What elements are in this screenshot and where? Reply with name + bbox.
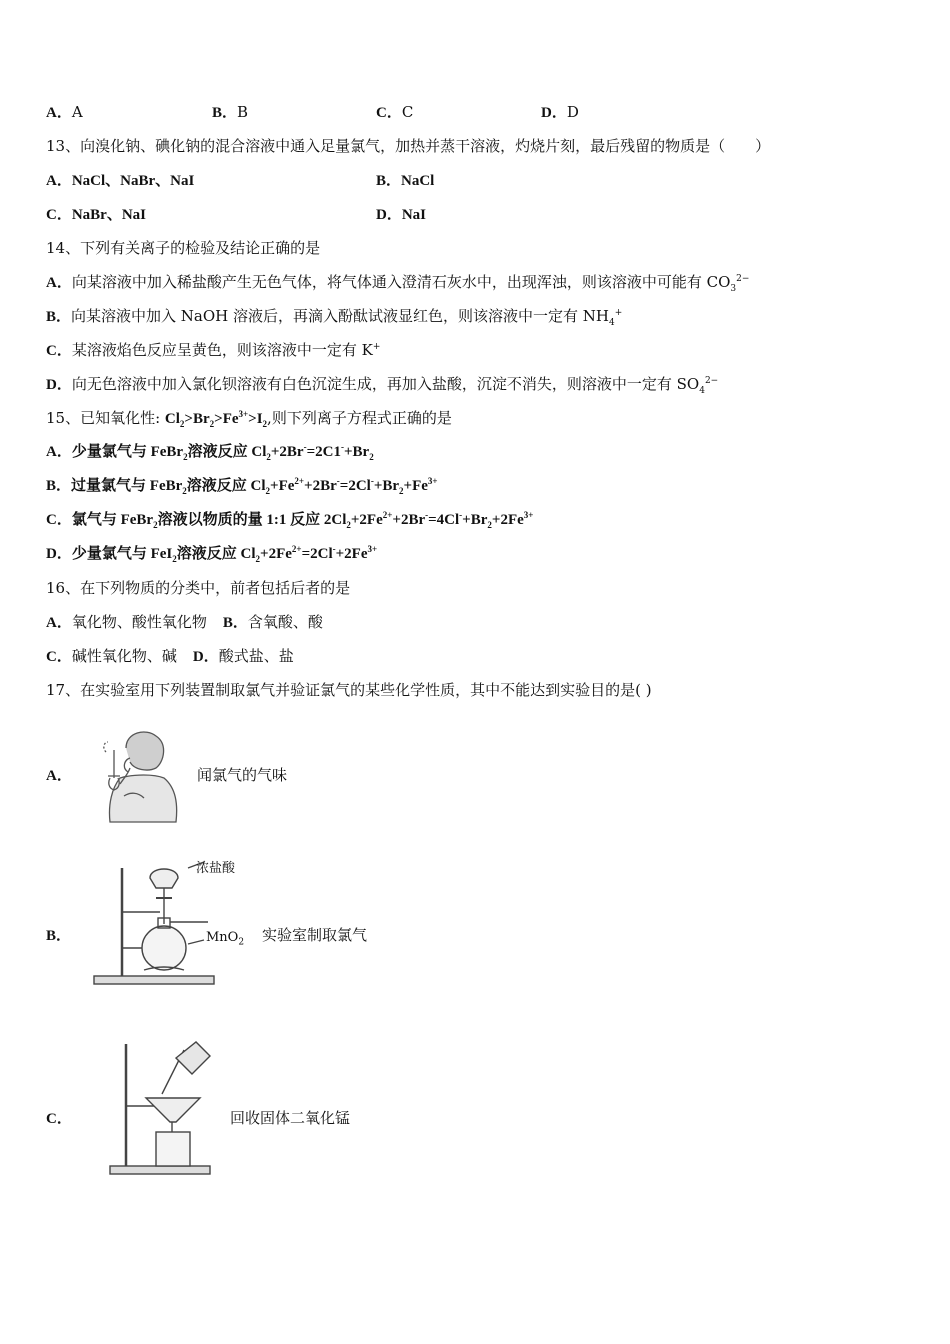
- q16-stem: 16、在下列物质的分类中，前者包括后者的是: [46, 579, 351, 597]
- q12-option-d: D．D: [541, 103, 579, 121]
- q12-option-c: C．C: [376, 103, 414, 121]
- q13-option-a: A．NaCl、NaBr、NaI: [46, 173, 195, 189]
- q14-stem: 14、下列有关离子的检验及结论正确的是: [46, 239, 321, 257]
- q16-options-row-1: A．氧化物、酸性氧化物 B．含氧酸、酸: [46, 613, 323, 631]
- q12-option-a: A．A: [46, 103, 83, 121]
- q17-option-b-label: B．: [46, 928, 72, 944]
- q13-option-d: D．NaI: [376, 207, 427, 223]
- q17-option-c-caption: 回收固体二氧化锰: [230, 1109, 351, 1127]
- q15-option-d: D．少量氯气与 FeI$_2$溶液反应 $Cl_2+2Fe^{2+}=2Cl^-+2Fe^{3+}$: [46, 544, 378, 564]
- q14-option-d: D．向无色溶液中加入氯化钡溶液有白色沉淀生成，再加入盐酸，沉淀不消失，则溶液中一定有 $SO_4^{2-}$: [46, 375, 719, 396]
- q17-option-a-label: A．: [46, 768, 72, 784]
- mno2-label: MnO$_2$: [206, 930, 245, 948]
- q13-option-b: B．NaCl: [376, 173, 435, 189]
- q15-option-a: A．少量氯气与 FeBr$_2$溶液反应 $Cl_2+2Br^-=2C1^-+Br_2$: [46, 442, 374, 462]
- smelling-gas-figure: [84, 718, 196, 830]
- q15-stem: 15、已知氧化性: $Cl_2>Br_2>Fe^{3+}>I_2$,则下列离子方程式正确的是: [46, 409, 452, 429]
- q14-option-a: A．向某溶液中加入稀盐酸产生无色气体，将气体通入澄清石灰水中，出现浑浊，则该溶液中可能有 $CO_3^{2-}$: [46, 273, 750, 294]
- q17-stem: 17、在实验室用下列装置制取氯气并验证氯气的某些化学性质，其中不能达到实验目的是( ): [46, 681, 652, 699]
- q17-option-a-caption: 闻氯气的气味: [197, 766, 288, 784]
- q15-option-c: C．氯气与 FeBr$_2$溶液以物质的量 1:1 反应 $2Cl_2+2Fe^{2+}+2Br^-=4Cl^-+Br_2+2Fe^{3+}$: [46, 510, 534, 530]
- q13-stem: 13、向溴化钠、碘化钠的混合溶液中通入足量氯气，加热并蒸干溶液，灼烧片刻，最后残留的物质是（ ）: [46, 137, 771, 155]
- q14-option-c: C．某溶液焰色反应呈黄色，则该溶液中一定有 K+: [46, 341, 381, 359]
- q16-options-row-2: C．碱性氧化物、碱 D．酸式盐、盐: [46, 647, 294, 665]
- q15-option-b: B．过量氯气与 FeBr$_2$溶液反应 $Cl_2+Fe^{2+}+2Br^-=2Cl^-+Br_2+Fe^{3+}$: [46, 476, 438, 496]
- q14-option-b: B．向某溶液中加入 NaOH 溶液后，再滴入酚酞试液显红色，则该溶液中一定有 $NH_4^+$: [46, 307, 623, 328]
- q17-option-b-caption: 实验室制取氯气: [262, 926, 368, 944]
- filtration-figure: [76, 1034, 222, 1186]
- q17-option-c-label: C．: [46, 1111, 72, 1127]
- q12-option-b: B．B: [212, 103, 249, 121]
- conc-hcl-label: 浓盐酸: [196, 861, 236, 876]
- q13-option-c: C．NaBr、NaI: [46, 207, 147, 223]
